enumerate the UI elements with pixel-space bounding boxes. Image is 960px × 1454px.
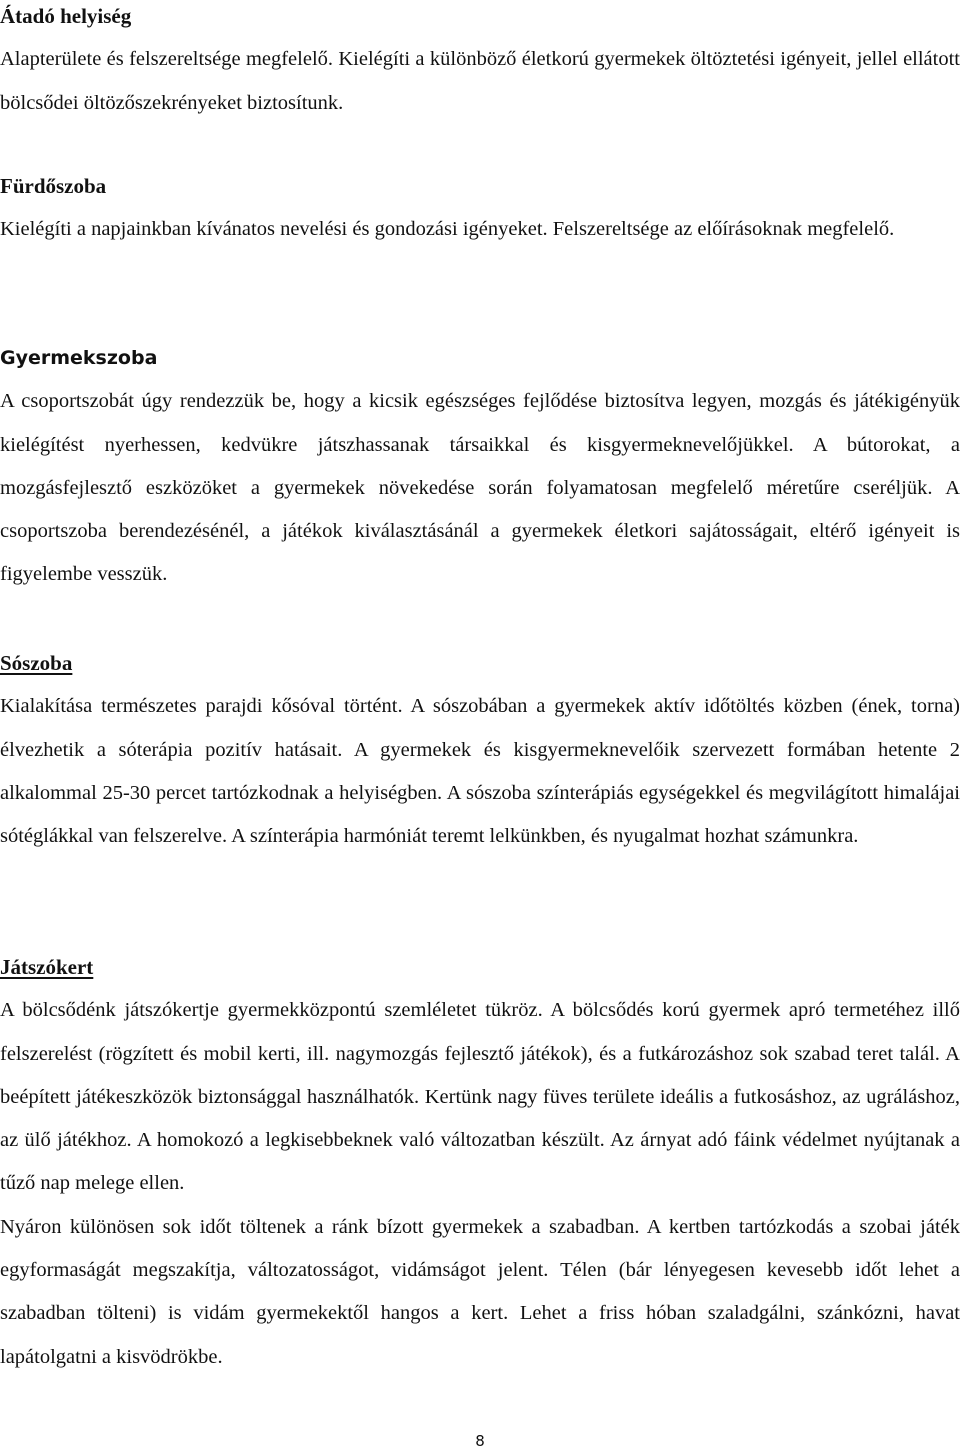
section-heading: Sószoba <box>0 651 73 675</box>
section-paragraph: A csoportszobát úgy rendezzük be, hogy a kicsik egészséges fejlődése biztosítva legyen, mozgás és játékigényük kielégítést nyerhessen, kedvükre játszhassanak társaikkal és kisgyermeknevelőjükkel. A bútorokat, a mozgásfejlesztő eszközöket a gyermekek növekedése során folyamatosan megfelelő méretűre cseréljük. A csoportszoba berendezésénél, a játékok kiválasztásánál a gyermekek életkori sajátosságait, eltérő igényeit is figyelembe vesszük. <box>0 390 960 586</box>
section-atado-helyiseg <box>0 0 960 125</box>
section-heading: Játszókert <box>0 955 94 979</box>
section-heading: Fürdőszoba <box>0 174 107 198</box>
section-paragraph: Nyáron különösen sok időt töltenek a ránk bízott gyermekek a szabadban. A kertben tartózkodás a szobai játék egyformaságát megszakítja, változatosságot, vidámságot jelent. Télen (bár lényegesen kevesebb időt lehet a szabadban tölteni) is vidám gyermekektől hangos a kert. Lehet a friss hóban szaladgálni, szánkózni, havat lapátolgatni a kisvödrökbe. <box>0 1215 960 1368</box>
section-heading: Gyermekszoba <box>0 347 158 369</box>
section-paragraph: Kialakítása természetes parajdi kősóval történt. A sószobában a gyermekek aktív időtöltés közben (ének, torna) élvezhetik a sóterápia pozitív hatásait. A gyermekek és kisgyermeknevelőik szervezett formában hetente 2 alkalommal 25-30 percet tartózkodnak a helyiségben. A sószoba színterápiás egységekkel és megvilágított himalájai sótéglákkal van felszerelve. A színterápia harmóniát teremt lelkünkben, és nyugalmat hozhat számunkra. <box>0 695 960 848</box>
section-soszoba <box>0 642 960 858</box>
section-gyermekszoba <box>0 337 960 597</box>
section-paragraph: Alapterülete és felszereltsége megfelelő. Kielégíti a különböző életkorú gyermekek öltöztetési igényeit, jellel ellátott bölcsődei öltözőszekrényeket biztosítunk. <box>0 48 960 114</box>
page-number: 8 <box>475 1432 485 1450</box>
section-paragraph: A bölcsődénk játszókertje gyermekközpontú szemléletet tükröz. A bölcsődés korú gyermek apró termetéhez illő felszerelést (rögzített és mobil kerti, ill. nagymozgás fejlesztő játékok), és a futkározáshoz sok szabad teret talál. A beépített játékeszközök biztonsággal használhatók. Kertünk nagy füves területe ideális a futkosáshoz, az ugráláshoz, az ülő játékhoz. A homokozó a legkisebbeknek való változatban készült. Az árnyat adó fáink védelmet nyújtanak a tűző nap melege ellen. <box>0 999 960 1195</box>
section-heading: Átadó helyiség <box>0 4 132 28</box>
section-furdoszoba <box>0 165 960 252</box>
section-jatszokert <box>0 946 960 1379</box>
section-paragraph: Kielégíti a napjainkban kívánatos nevelési és gondozási igényeket. Felszereltsége az előírásoknak megfelelő. <box>0 218 895 241</box>
